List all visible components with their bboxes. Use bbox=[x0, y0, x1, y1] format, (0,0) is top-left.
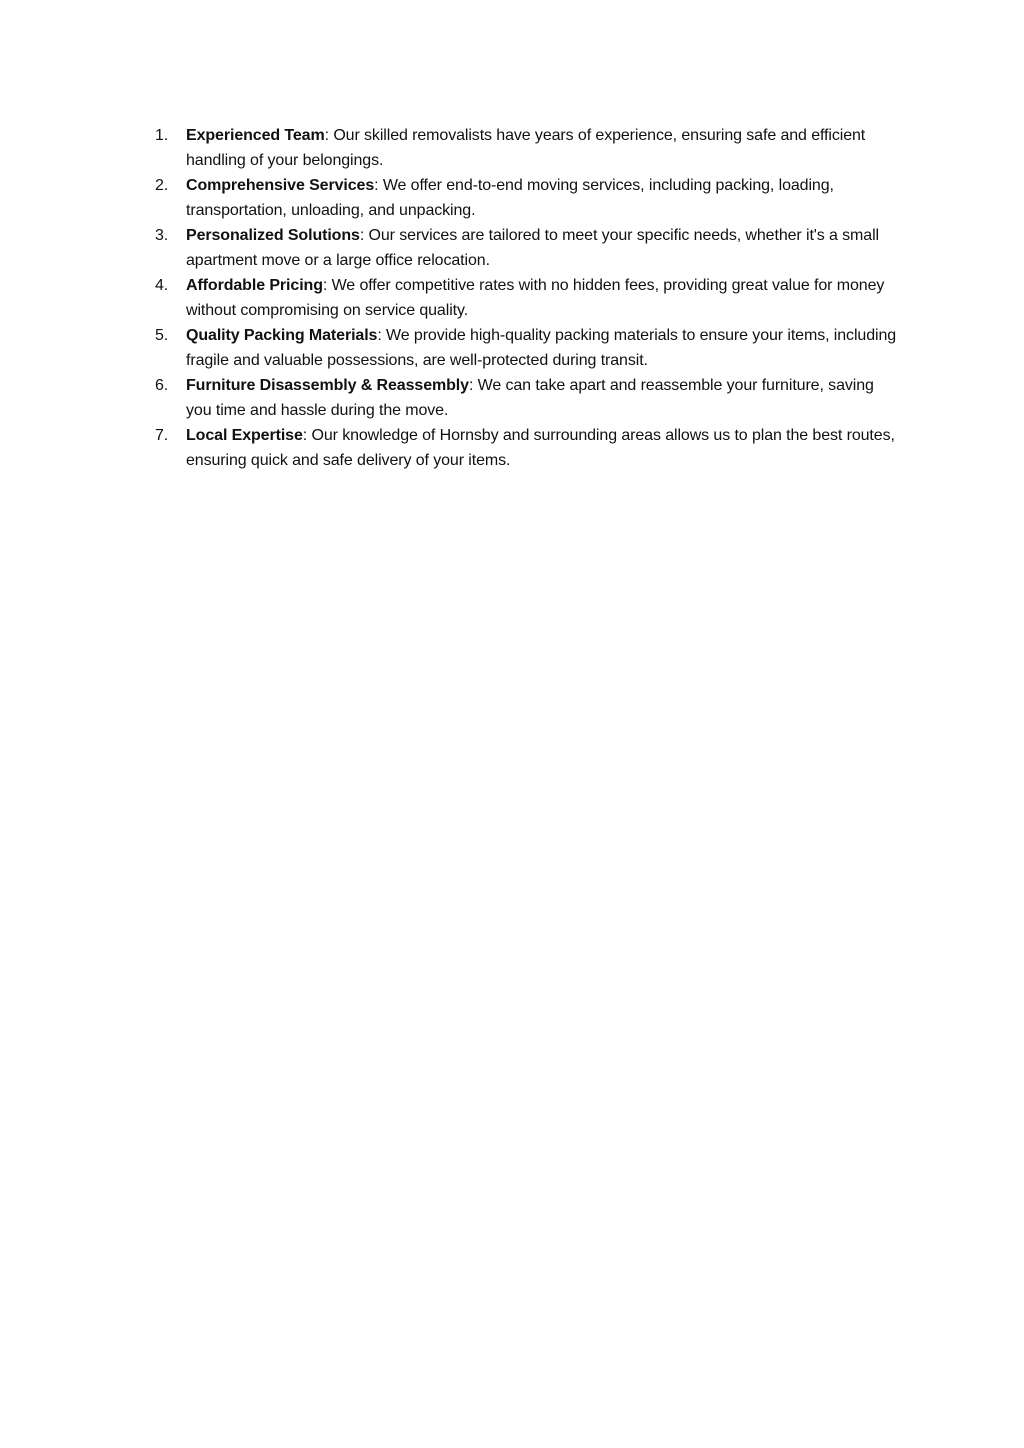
list-item-title: Affordable Pricing bbox=[186, 277, 323, 294]
list-item bbox=[155, 223, 900, 273]
list-item-number: 4. bbox=[155, 277, 169, 294]
list-item-text: : We offer end-to-end moving services, including packing, loading, transportation, unloading, and unpacking. bbox=[186, 177, 834, 219]
list-item bbox=[155, 173, 900, 223]
list-item-title: Experienced Team bbox=[186, 127, 325, 144]
feature-list bbox=[155, 123, 900, 473]
list-item-number: 1. bbox=[155, 127, 169, 144]
list-item-title: Quality Packing Materials bbox=[186, 327, 378, 344]
list-item-text: : We provide high-quality packing materials to ensure your items, including fragile and valuable possessions, are well-protected during transit. bbox=[186, 327, 897, 369]
list-item-title: Comprehensive Services bbox=[186, 177, 375, 194]
list-item-title: Furniture Disassembly & Reassembly bbox=[186, 377, 469, 394]
list-item bbox=[155, 323, 900, 373]
list-item bbox=[155, 123, 900, 173]
list-item-number: 3. bbox=[155, 227, 169, 244]
list-item-number: 6. bbox=[155, 377, 169, 394]
list-item-text: : Our skilled removalists have years of experience, ensuring safe and efficient handling of your belongings. bbox=[186, 127, 866, 169]
list-item-title: Local Expertise bbox=[186, 427, 303, 444]
list-item bbox=[155, 273, 900, 323]
list-item-text: : We offer competitive rates with no hidden fees, providing great value for money without compromising on service quality. bbox=[186, 277, 885, 319]
list-item-text: : We can take apart and reassemble your furniture, saving you time and hassle during the move. bbox=[186, 377, 874, 419]
list-item bbox=[155, 423, 900, 473]
list-item-title: Personalized Solutions bbox=[186, 227, 360, 244]
list-item-text: : Our services are tailored to meet your specific needs, whether it's a small apartment move or a large office relocation. bbox=[186, 227, 879, 269]
list-item-number: 5. bbox=[155, 327, 169, 344]
list-item-text: : Our knowledge of Hornsby and surrounding areas allows us to plan the best routes, ensuring quick and safe delivery of your items. bbox=[186, 427, 895, 469]
list-item-number: 7. bbox=[155, 427, 169, 444]
list-item bbox=[155, 373, 900, 423]
list-item-number: 2. bbox=[155, 177, 169, 194]
